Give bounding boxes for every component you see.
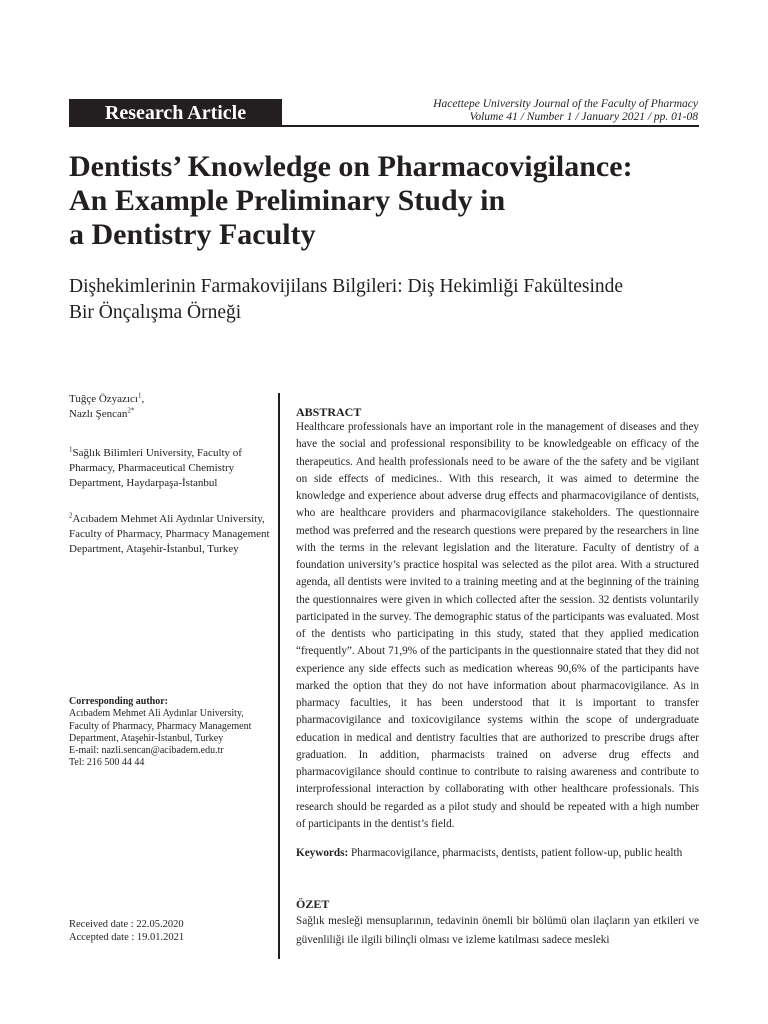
affiliation-1 <box>69 446 274 491</box>
journal-volume: Volume 41 / Number 1 / January 2021 / pp. 01-08 <box>469 110 698 123</box>
affiliation-2 <box>69 512 274 557</box>
column-divider <box>278 393 280 959</box>
ozet-text: Sağlık mesleği mensuplarının, tedavinin önemli bir bölümü olan ilaçların yan etkileri ve güvenliliği ile ilgili bilinçli olması ve izleme katılması sadece mesleki <box>296 915 699 946</box>
corresponding-author <box>69 696 279 770</box>
article-subtitle-tr <box>69 274 623 326</box>
article-type-banner: Research Article <box>69 99 282 127</box>
author-sup: 2* <box>127 406 135 415</box>
keywords <box>296 843 699 863</box>
title-line: Dentists’ Knowledge on Pharmacovigilance: <box>69 150 633 183</box>
keywords-label: Keywords: <box>296 847 349 859</box>
title-line: An Example Preliminary Study in <box>69 184 506 217</box>
corresponding-phone: Tel: 216 500 44 44 <box>69 757 145 769</box>
corresponding-line: Acıbadem Mehmet Ali Aydınlar University, <box>69 708 244 720</box>
article-dates <box>69 919 184 944</box>
affiliation-sup: 2 <box>69 511 73 520</box>
title-line: a Dentistry Faculty <box>69 218 316 251</box>
affiliation-text: Sağlık Bilimleri University, Faculty of Pharmacy, Pharmaceutical Chemistry Department, Haydarpaşa-İstanbul <box>69 447 242 489</box>
author-sup: 1 <box>137 391 142 400</box>
abstract-text: Healthcare professionals have an important role in the management of diseases and they have the social and professional responsibility to be knowledgeable on efficacy of the therapeutics. And health professionals need to be aware of the the safety and be vigilant on side effects of medicines.. With this research, it was aimed to determine the knowledge and experience about adverse drug effects and pharmacovigilance of dentists, who are healthcare providers and pharmacovigilance stakeholders. The questionnaire method was preferred and the research questions were prepared by the researchers in line with the terms in the relevant legislation and the literature. Faculty of dentistry of a foundation university’s practice hospital was selected as the pilot area. With a structured agenda, all dentists were invited to a training meeting and at the beginning of the training the questionnaires were given in which collected after the session. 32 dentists voluntarily participated in the survey. The demographic status of the participants was evaluated. Most of the dentists who participating in this study, stated that they applied medication “frequently”. About 71,9% of the participants in the questionnaire stated that they did not experience any side effects such as medication whereas 90,6% of the participants have marked the option that they do not have information about pharmacovigilance. As in pharmacy faculties, it has been understood that it is important to transfer pharmacovigilance and toxicovigilance systems within the scope of undergraduate education in medical and dentistry faculties that are authorized to prescribe drugs after graduation. In addition, pharmacists trained on adverse drug effects and pharmacovigilance should continue to contribute to raising awareness and contribute to interprofessional interaction by collaborating with other healthcare professionals. This research should be regarded as a pilot study and should be repeated with a high number of participants in the dentist’s field. <box>296 421 699 830</box>
author-name: Tuğçe Özyazıcı <box>69 393 138 405</box>
subtitle-line: Bir Önçalışma Örneği <box>69 302 242 323</box>
article-title <box>69 150 633 252</box>
received-date: Received date : 22.05.2020 <box>69 919 184 930</box>
corresponding-line: Faculty of Pharmacy, Pharmacy Management <box>69 720 252 732</box>
journal-info <box>433 98 698 123</box>
journal-name: Hacettepe University Journal of the Faculty of Pharmacy <box>433 98 698 110</box>
corresponding-heading: Corresponding author: <box>69 696 168 707</box>
subtitle-line: Dişhekimlerinin Farmakovijilans Bilgileri: Diş Hekimliği Fakültesinde <box>69 276 624 297</box>
header-rule <box>69 125 699 127</box>
affiliation-sup: 1 <box>69 445 73 454</box>
abstract-heading: ABSTRACT <box>296 405 362 419</box>
author-list <box>69 392 144 422</box>
affiliation-text: Acıbadem Mehmet Ali Aydınlar University, Faculty of Pharmacy, Pharmacy Management Department, Ataşehir-İstanbul, Turkey <box>69 513 270 555</box>
keywords-text: Pharmacovigilance, pharmacists, dentists, patient follow-up, public health <box>351 847 683 859</box>
ozet-heading: ÖZET <box>296 897 330 911</box>
author: Tuğçe Özyazıcı$^1$, <box>69 391 145 405</box>
author-name: Nazlı Şencan <box>69 408 128 420</box>
author <box>69 407 144 422</box>
corresponding-email: E-mail: nazli.sencan@acibadem.edu.tr <box>69 745 224 757</box>
accepted-date: Accepted date : 19.01.2021 <box>69 931 185 943</box>
corresponding-line: Department, Ataşehir-İstanbul, Turkey <box>69 732 224 744</box>
